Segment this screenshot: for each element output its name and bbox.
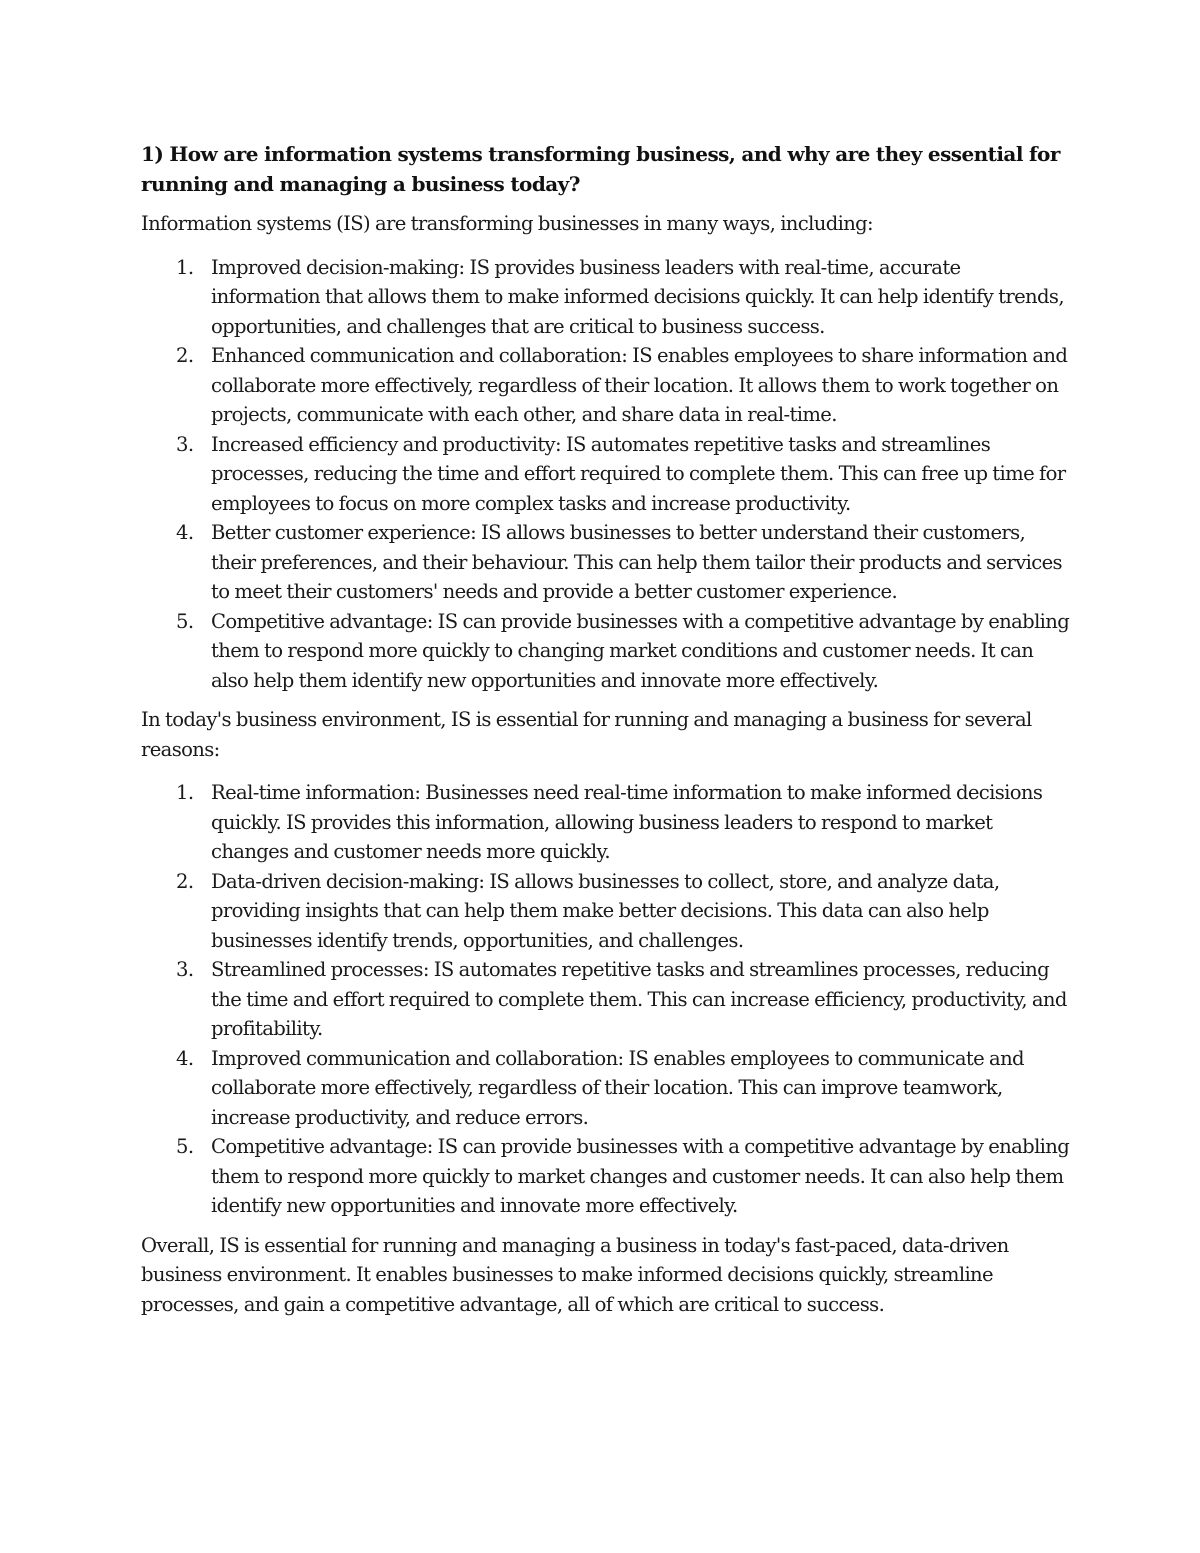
question-heading: 1) How are information systems transforming business, and why are they essential for running and managing a business today? (141, 142, 1060, 196)
list-item-text: Streamlined processes: IS automates repetitive tasks and streamlines processes, reducing the time and effort required to complete them. This can increase efficiency, productivity, and profitability. (211, 958, 1067, 1040)
list-item (141, 341, 1071, 430)
list-item (141, 253, 1071, 342)
list-item-number: 1. (176, 255, 194, 279)
list-item-number: 3. (176, 958, 194, 981)
list-item (141, 607, 1071, 696)
list-item-number: 5. (176, 1135, 194, 1158)
list-item-text: Increased efficiency and productivity: IS automates repetitive tasks and streamlines processes, reducing the time and effort required to complete them. This can free up time for employees to focus on more complex tasks and increase productivity. (211, 432, 1066, 515)
list-item (141, 867, 1071, 956)
transform-list (141, 253, 1071, 696)
intro-paragraph: Information systems (IS) are transforming businesses in many ways, including: (141, 212, 874, 235)
essential-intro-paragraph: In today's business environment, IS is essential for running and managing a business for several reasons: (141, 708, 1032, 761)
list-item-number: 3. (176, 432, 194, 456)
list-item-text: Real-time information: Businesses need real-time information to make informed decisions quickly. IS provides this information, allowing business leaders to respond to market changes and customer needs more quickly. (211, 781, 1043, 863)
list-item-text: Better customer experience: IS allows businesses to better understand their customers, their preferences, and their behaviour. This can help them tailor their products and services to meet their customers' needs and provide a better customer experience. (211, 521, 1062, 603)
essential-list (141, 778, 1071, 1221)
list-item (141, 518, 1071, 607)
list-item-text: Enhanced communication and collaboration: IS enables employees to share information and collaborate more effectively, regardless of their location. It allows them to work together on projects, communicate with each other, and share data in real-time. (211, 344, 1068, 426)
list-item-number: 4. (176, 1046, 194, 1070)
list-item-number: 5. (176, 609, 194, 633)
document-page (141, 140, 1071, 1333)
list-item-number: 2. (176, 869, 194, 893)
list-item (141, 430, 1071, 519)
list-item-text: Competitive advantage: IS can provide businesses with a competitive advantage by enabling them to respond more quickly to changing market conditions and customer needs. It can also help them identify new opportunities and innovate more effectively. (211, 609, 1070, 692)
conclusion-paragraph: Overall, IS is essential for running and managing a business in today's fast-paced, data-driven business environment. It enables businesses to make informed decisions quickly, streamline processes, and gain a competitive advantage, all of which are critical to success. (141, 1233, 1009, 1316)
list-item-number: 4. (176, 521, 194, 544)
list-item (141, 1044, 1071, 1133)
list-item (141, 1132, 1071, 1221)
list-item-number: 1. (176, 781, 194, 804)
list-item-number: 2. (176, 344, 194, 367)
list-item-text: Data-driven decision-making: IS allows businesses to collect, store, and analyze data, providing insights that can help them make better decisions. This data can also help businesses identify trends, opportunities, and challenges. (211, 869, 1000, 952)
list-item-text: Improved communication and collaboration: IS enables employees to communicate and collaborate more effectively, regardless of their location. This can improve teamwork, increase productivity, and reduce errors. (211, 1046, 1024, 1129)
list-item (141, 778, 1071, 867)
list-item-text: Competitive advantage: IS can provide businesses with a competitive advantage by enabling them to respond more quickly to market changes and customer needs. It can also help them identify new opportunities and innovate more effectively. (211, 1135, 1070, 1217)
list-item-text: Improved decision-making: IS provides business leaders with real-time, accurate information that allows them to make informed decisions quickly. It can help identify trends, opportunities, and challenges that are critical to business success. (211, 255, 1064, 338)
list-item (141, 955, 1071, 1044)
